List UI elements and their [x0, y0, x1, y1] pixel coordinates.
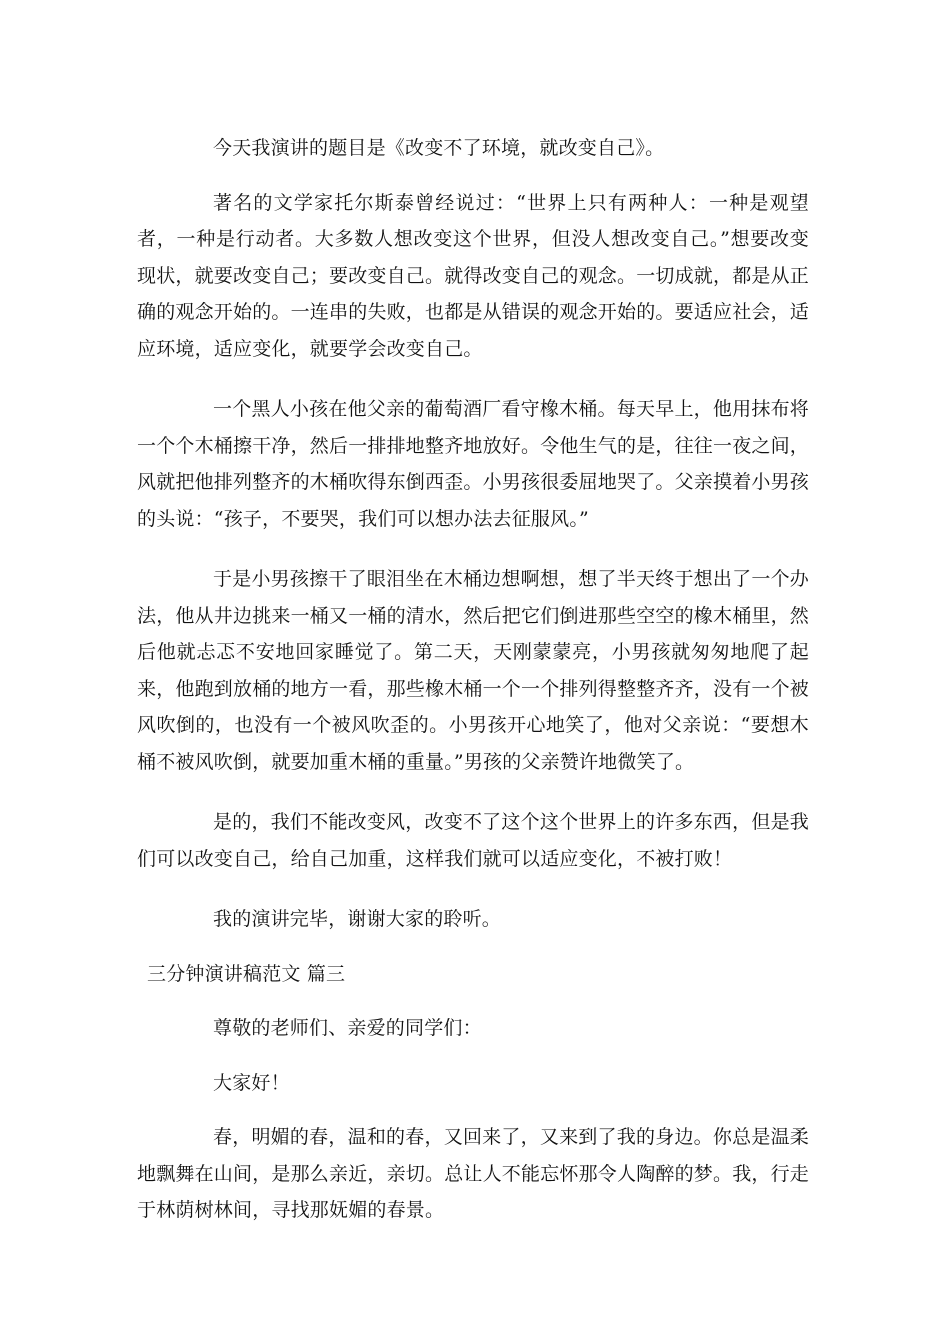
section-heading: 三分钟演讲稿范文 篇三: [147, 962, 346, 985]
paragraph-closing: 我的演讲完毕，谢谢大家的聆听。: [213, 908, 502, 930]
paragraph-conclusion: 是的，我们不能改变风，改变不了这个这个世界上的许多东西，但是我们可以改变自己，给自己加重，这样我们就可以适应变化，不被打败！: [137, 811, 809, 870]
paragraph-speech-title: 今天我演讲的题目是《改变不了环境，就改变自己》。: [213, 137, 665, 159]
paragraph-boy-story-start: 一个黑人小孩在他父亲的葡萄酒厂看守橡木桶。每天早上，他用抹布将一个个木桶擦干净，然后一排排地整齐地放好。令他生气的是，往往一夜之间，风就把他排列整齐的木桶吹得东倒西歪。小男孩很委屈地哭了。父亲摸着小男孩的头说：“孩子，不要哭，我们可以想办法去征服风。”: [137, 398, 810, 530]
paragraph-hello: 大家好！: [213, 1071, 290, 1094]
paragraph-boy-story-solution: 于是小男孩擦干了眼泪坐在木桶边想啊想，想了半天终于想出了一个办法，他从井边挑来一桶又一桶的清水，然后把它们倒进那些空空的橡木桶里，然后他就忐忑不安地回家睡觉了。第二天，天刚蒙蒙亮，小男孩就匆匆地爬了起来，他跑到放桶的地方一看，那些橡木桶一个一个排列得整整齐齐，没有一个被风吹倒的，也没有一个被风吹歪的。小男孩开心地笑了，他对父亲说：“要想木桶不被风吹倒，就要加重木桶的重量。”男孩的父亲赞许地微笑了。: [137, 568, 810, 773]
paragraph-tolstoy-quote: 著名的文学家托尔斯泰曾经说过：“世界上只有两种人：一种是观望者，一种是行动者。大多数人想改变这个世界，但没人想改变自己。”想要改变现状，就要改变自己；要改变自己。就得改变自己的观念。一切成就，都是从正确的观念开始的。一连串的失败，也都是从错误的观念开始的。要适应社会，适应环境，适应变化，就要学会改变自己。: [137, 191, 810, 360]
paragraph-greeting: 尊敬的老师们、亲爱的同学们：: [213, 1017, 482, 1039]
paragraph-spring: 春，明媚的春，温和的春，又回来了，又来到了我的身边。你总是温柔地飘舞在山间，是那么亲近，亲切。总让人不能忘怀那令人陶醉的梦。我，行走于林荫树林间，寻找那妩媚的春景。: [137, 1126, 810, 1221]
document-body: [137, 130, 809, 1253]
